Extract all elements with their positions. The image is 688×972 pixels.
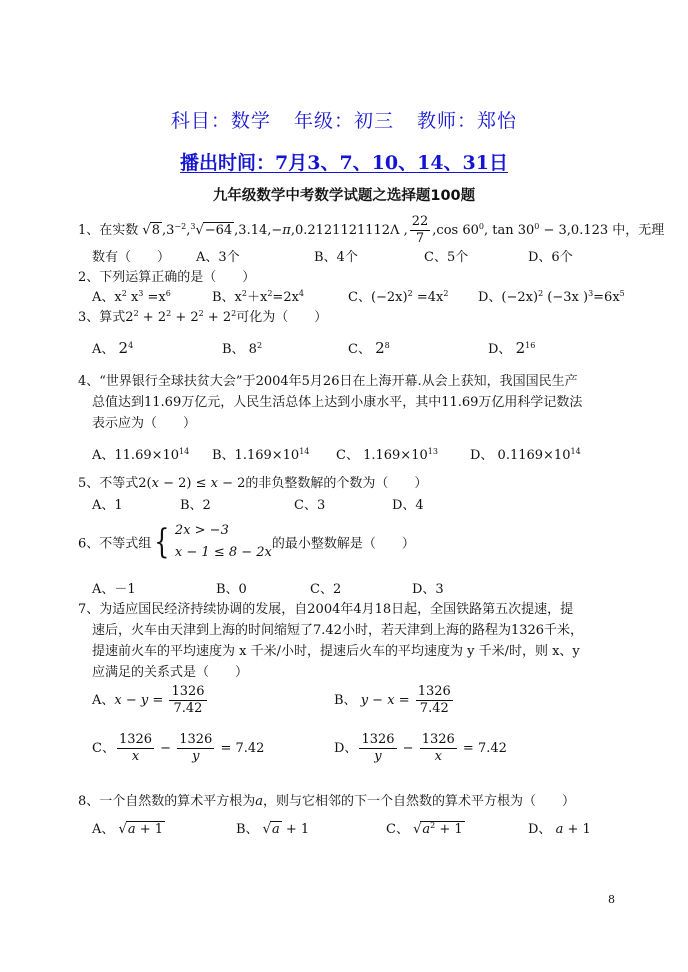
q4-option-c: C、 $1.169\times 10^{13}$	[336, 447, 438, 463]
q6-option-a: A、－1	[92, 582, 136, 597]
q5-option-a: A、1	[92, 498, 123, 513]
question-2: 2、下列运算正确的是（ ）	[78, 270, 256, 285]
q1-option-d: D、6个	[528, 250, 573, 265]
q2-option-c: C、$(-2x)^2 =4x^2$	[348, 289, 449, 305]
q7-option-b: B、 y − x = $\frac{1326}{7.42}$	[334, 684, 451, 716]
inequality-system: 2x > −3 x − 1 ≤ 8 − 2x	[174, 523, 272, 560]
question-5: 5、不等式2(x − 2) ≤ x − 2的非负整数解的个数为（ ）	[78, 476, 428, 491]
q2-option-d: D、$(-2x)^2$ (−3x )$^3=6x^5$	[478, 289, 625, 305]
q4-option-a: A、$11.69\times 10^{14}$	[92, 447, 190, 463]
subject-label: 科目：数学	[170, 110, 271, 132]
question-7-line-2: 速后，火车由天津到上海的时间缩短了7.42小时，若天津到上海的路程为1326千米，	[92, 623, 584, 638]
question-7-line-4: 应满足的关系式是（ ）	[92, 665, 249, 680]
q4-option-d: D、 $0.1169\times 10^{14}$	[470, 447, 581, 463]
exam-title: 九年级数学中考数学试题之选择题100题	[212, 188, 476, 204]
q3-option-a: A、 $2^4$	[92, 339, 134, 357]
q3-option-b: B、 $8^2$	[222, 341, 263, 357]
math-expression: $2^2 + 2^2 + 2^2 + 2^2$	[125, 309, 237, 325]
q5-option-b: B、2	[180, 498, 211, 513]
question-4-line-2: 总值达到11.69万亿元，人民生活总体上达到小康水平，其中11.69万亿用科学记数法	[92, 395, 583, 410]
question-1: 1、在实数 √8 $,3^{-2},^3√-64$ ,3.14,−π,0.2121121112Λ , $\frac{22}{7}$ ,cos $60^0$, $\tan 30^0 - 3,0.123$ 中，无理	[78, 214, 665, 246]
question-3: 3、算式$2^2 + 2^2 + 2^2 + 2^2$可化为（ ）	[78, 309, 328, 325]
q8-option-b: B、 √a + 1	[236, 822, 310, 837]
q7-option-a: A、x − y = $\frac{1326}{7.42}$	[92, 684, 205, 716]
q1-option-a: A、3个	[196, 250, 240, 265]
q6-option-c: C、2	[310, 582, 342, 597]
q3-option-d: D、 $2^{16}$	[488, 339, 536, 357]
q2-option-b: B、$x^2+x^2=2x^4$	[212, 289, 305, 305]
question-4-line-3: 表示应为（ ）	[92, 416, 197, 431]
question-4-line-1: 4、“世界银行全球扶贫大会”于2004年5月26日在上海开幕.从会上获知，我国国民生产	[78, 374, 578, 389]
q5-option-d: D、4	[392, 498, 424, 513]
broadcast-time: 播出时间：7月3、7、10、14、31日	[180, 152, 508, 174]
question-7-line-1: 7、为适应国民经济持续协调的发展，自2004年4月18日起，全国铁路第五次提速，提	[78, 602, 574, 617]
q8-option-c: C、 $√a^2 + 1$	[386, 821, 463, 837]
q4-option-b: B、$1.169\times 10^{14}$	[212, 447, 310, 463]
q8-option-d: D、 a + 1	[528, 822, 591, 837]
q5-option-c: C、3	[294, 498, 326, 513]
q1-option-b: B、4个	[314, 250, 358, 265]
header-line	[0, 106, 688, 133]
q7-option-d: D、 $\frac{1326}{y}$ − $\frac{1326}{x}$ = 7.42	[334, 732, 507, 764]
math-expression: 2(x − 2) ≤ x − 2	[138, 476, 246, 491]
q3-option-c: C、 $2^8$	[348, 339, 390, 357]
grade-label: 年级：初三	[293, 110, 394, 132]
q7-option-c: C、 $\frac{1326}{x}$ − $\frac{1326}{y}$ = 7.42	[92, 732, 265, 764]
question-8: 8、一个自然数的算术平方根为a，则与它相邻的下一个自然数的算术平方根为（ ）	[78, 794, 576, 809]
q6-option-d: D、3	[412, 582, 444, 597]
question-7-line-3: 提速前火车的平均速度为 x 千米/小时，提速后火车的平均速度为 y 千米/时，则 x、y	[92, 644, 580, 659]
q1-option-c: C、5个	[424, 250, 469, 265]
page-number: 8	[608, 893, 615, 906]
question-1-cont: 数有（ ）	[92, 250, 171, 265]
q8-option-a: A、 √a + 1	[92, 822, 164, 837]
math-expression: √8 $,3^{-2},^3√-64$ ,3.14,−π,0.2121121112Λ , $\frac{22}{7}$ ,cos $60^0$, $\tan 30^0 - 3,0.123$	[142, 214, 609, 246]
q2-option-a: A、$x^2$ $x^3 =x^6$	[92, 289, 171, 305]
question-6: 6、不等式组{ 2x > −3 x − 1 ≤ 8 − 2x的最小整数解是（ ）	[78, 522, 415, 562]
q6-option-b: B、0	[216, 582, 247, 597]
teacher-label: 教师：郑怡	[417, 110, 518, 132]
